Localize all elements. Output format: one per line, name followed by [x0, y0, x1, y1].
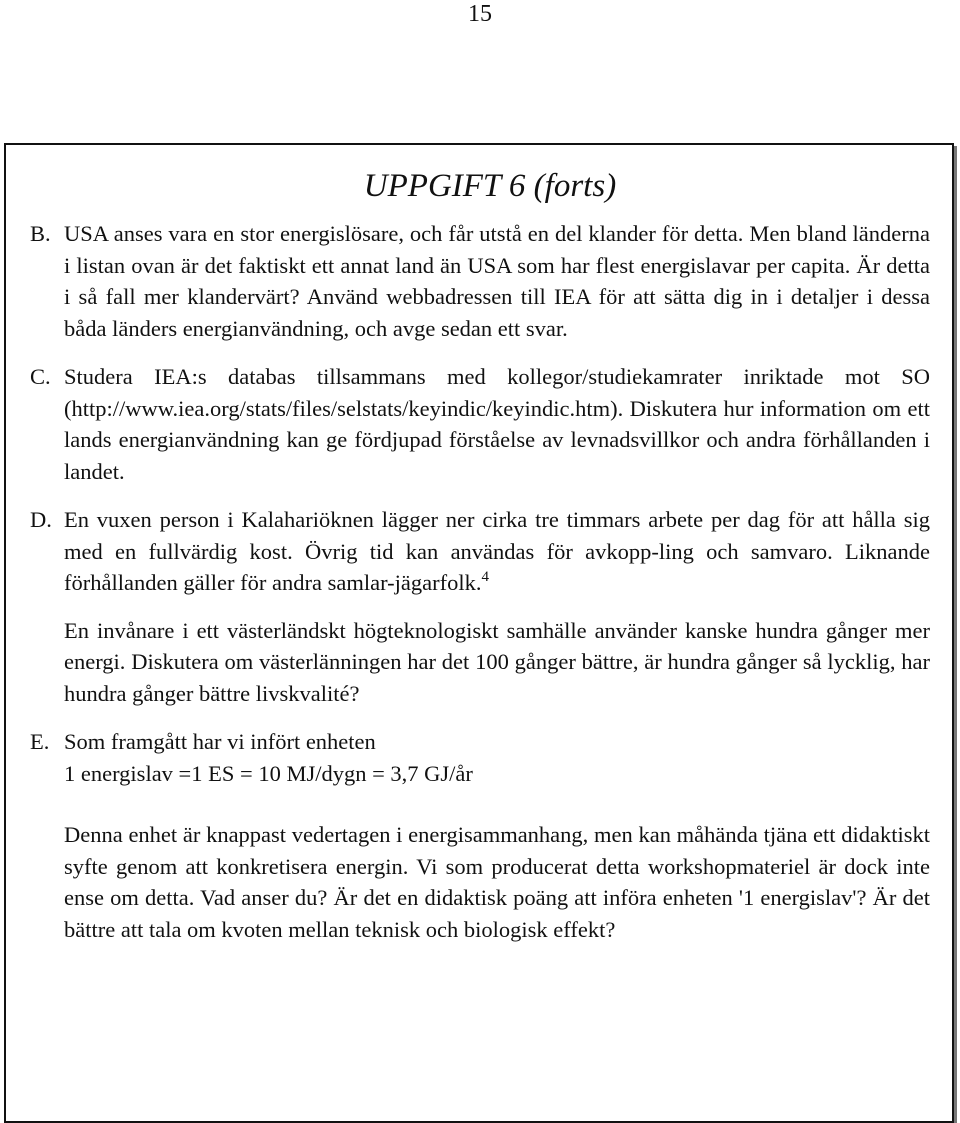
section-text: En invånare i ett västerländskt högteknologiskt samhälle använder kanske hundra gånger mer energi. Diskutera om västerlänningen har det 100 gånger bättre, är hundra gånger så lycklig, har hundra gånger bättre livskvalité?: [64, 617, 930, 706]
section-letter: C.: [30, 364, 51, 389]
page-number: 15: [468, 1, 492, 27]
section-e: [30, 726, 930, 945]
section-text: Studera IEA:s databas tillsammans med kollegor/studiekamrater inriktade mot SO (http://www.iea.org/stats/files/selstats/keyindic/keyindic.htm). Diskutera hur information om ett lands energianvändning kan ge fördjupad förståelse av levnadsvillkor och andra förhållanden i landet.: [64, 364, 930, 484]
section-text: USA anses vara en stor energislösare, och får utstå en del klander för detta. Men bland länderna i listan ovan är det faktiskt ett annat land än USA som har flest energislavar per capita. Är detta i så fall mer klandervärt? Använd webbadressen till IEA för att sätta dig in i detaljer i dessa båda länders energianvändning, och avge sedan ett svar.: [64, 221, 930, 341]
section-text: En vuxen person i Kalahariöknen lägger ner cirka tre timmars arbete per dag för att hålla sig med en fullvärdig kost. Övrig tid kan användas för avkopp-ling och samvaro. Liknande förhållanden gäller för andra samlar-jägarfolk.: [64, 507, 930, 595]
section-d: [30, 504, 930, 709]
section-text: Denna enhet är knappast vedertagen i energisammanhang, men kan måhända tjäna ett didaktiskt syfte genom att konkretisera energin. Vi som producerat detta workshopmateriel är dock inte ense om detta. Vad anser du? Är det en didaktisk poäng att införa enheten '1 energislav'? Är det bättre att tala om kvoten mellan teknisk och biologisk effekt?: [64, 822, 930, 942]
task-content: [30, 160, 930, 962]
footnote-marker: 4: [481, 569, 489, 585]
section-letter: D.: [30, 507, 52, 532]
section-c: [30, 361, 930, 487]
section-letter: E.: [30, 729, 50, 754]
section-b: [30, 218, 930, 344]
section-letter: B.: [30, 221, 51, 246]
energy-unit-definition: 1 energislav =1 ES = 10 MJ/dygn = 3,7 GJ/år: [64, 760, 473, 786]
section-paragraph: [64, 504, 930, 599]
task-title: UPPGIFT 6 (forts): [363, 168, 617, 204]
section-text: Som framgått har vi infört enheten: [64, 729, 376, 754]
